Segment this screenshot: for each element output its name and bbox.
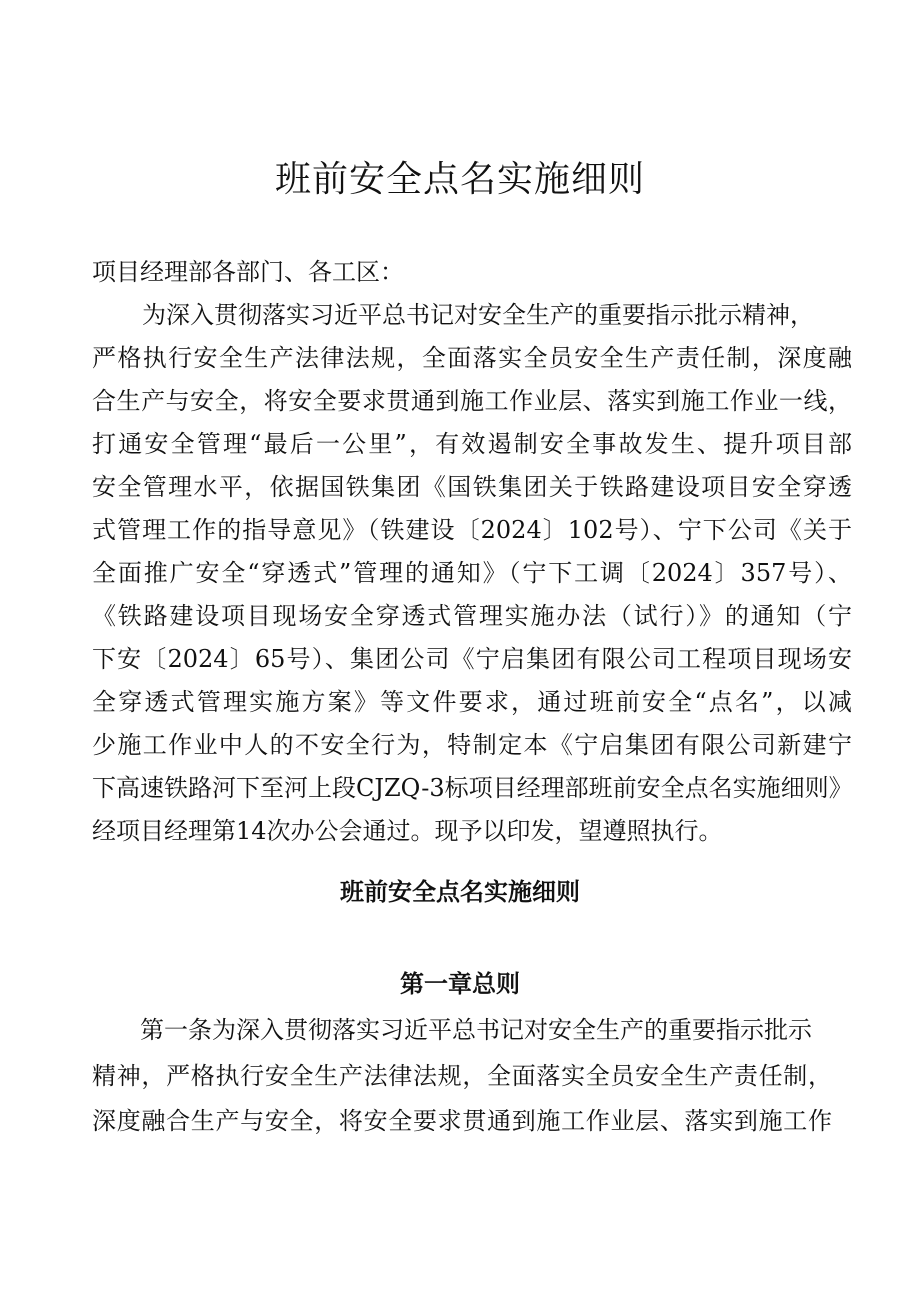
- document-title: 班前安全点名实施细则: [274, 159, 645, 200]
- intro-line: 打通安全管理“最后一公里”，有效遏制安全事故发生、提升项目部: [92, 430, 852, 458]
- intro-line: 全穿透式管理实施方案》等文件要求，通过班前安全“点名”，以减: [92, 688, 852, 716]
- article-line: 深度融合生产与安全，将安全要求贯通到施工作业层、落实到施工作: [92, 1107, 832, 1135]
- intro-line: 全面推广安全“穿透式”管理的通知》（宁下工调〔2024〕357号）、: [92, 559, 852, 587]
- intro-line: 合生产与安全，将安全要求贯通到施工作业层、落实到施工作业一线，: [92, 387, 852, 415]
- article-line: 精神，严格执行安全生产法律法规，全面落实全员安全生产责任制，: [92, 1062, 832, 1090]
- section-title: 班前安全点名实施细则: [340, 878, 580, 906]
- chapter-title: 第一章总则: [400, 969, 520, 998]
- salutation: 项目经理部各部门、各工区：: [92, 258, 404, 286]
- intro-line: 下高速铁路河下至河上段CJZQ-3标项目经理部班前安全点名实施细则》: [92, 774, 853, 802]
- intro-line: 式管理工作的指导意见》（铁建设〔2024〕102号）、宁下公司《关于: [92, 516, 852, 544]
- intro-line: 下安〔2024〕65号）、集团公司《宁启集团有限公司工程项目现场安: [92, 645, 852, 673]
- intro-line: 严格执行安全生产法律法规，全面落实全员安全生产责任制，深度融: [92, 344, 852, 372]
- intro-line: 经项目经理第14次办公会通过。现予以印发，望遵照执行。: [92, 817, 723, 845]
- intro-line: 少施工作业中人的不安全行为，特制定本《宁启集团有限公司新建宁: [92, 731, 852, 759]
- intro-line: 为深入贯彻落实习近平总书记对安全生产的重要指示批示精神，: [142, 301, 814, 329]
- intro-line: 《铁路建设项目现场安全穿透式管理实施办法（试行）》的通知（宁: [92, 602, 852, 630]
- intro-line: 安全管理水平，依据国铁集团《国铁集团关于铁路建设项目安全穿透: [92, 473, 852, 501]
- article-line: 第一条为深入贯彻落实习近平总书记对安全生产的重要指示批示: [140, 1016, 812, 1044]
